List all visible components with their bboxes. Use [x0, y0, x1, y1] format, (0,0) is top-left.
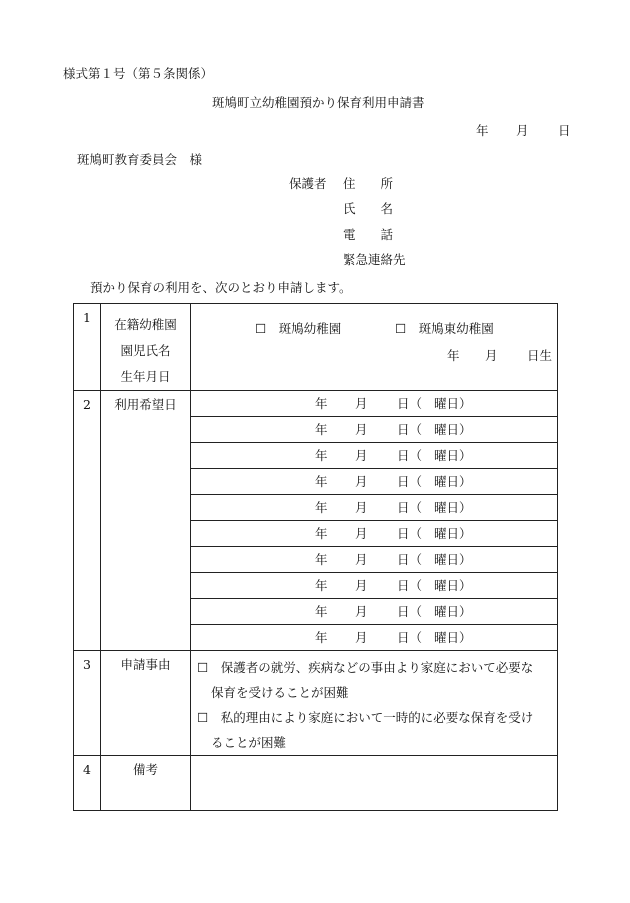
guardian-label: 保護者 [289, 176, 327, 191]
reason-label: 申請事由 [101, 651, 191, 756]
kindergarten-child-label [101, 304, 191, 391]
application-table [73, 303, 558, 811]
date-weekday: 曜日） [434, 526, 472, 541]
row-number: 2 [74, 391, 101, 651]
label-child-name: 園児氏名 [120, 343, 171, 358]
addressee: 斑鳩町教育委員会 様 [77, 152, 203, 167]
date-day: 日（ [397, 630, 423, 645]
date-month: 月 [355, 396, 368, 411]
date-month: 月 [355, 604, 368, 619]
row-number: 3 [74, 651, 101, 756]
reason-options [191, 651, 558, 756]
date-month: 月 [355, 552, 368, 567]
date-month: 月 [355, 526, 368, 541]
date-day: 日（ [397, 500, 423, 515]
desired-date-field[interactable] [191, 417, 558, 443]
row-number: 1 [74, 304, 101, 391]
date-month: 月 [355, 422, 368, 437]
desired-date-label: 利用希望日 [101, 391, 191, 651]
reason-work-illness-checkbox[interactable] [197, 655, 557, 705]
date-year: 年 [315, 578, 328, 593]
kindergarten-field[interactable] [191, 304, 558, 391]
birth-year-label: 年 [447, 348, 460, 363]
form-number: 様式第１号（第５条関係） [63, 66, 214, 81]
date-weekday: 曜日） [434, 422, 472, 437]
date-day: 日（ [397, 474, 423, 489]
date-month: 月 [355, 474, 368, 489]
guardian-address-label: 住 所 [343, 176, 394, 191]
date-month: 月 [355, 578, 368, 593]
date-year: 年 [315, 422, 328, 437]
date-year: 年 [315, 552, 328, 567]
desired-date-field[interactable] [191, 547, 558, 573]
label-birthdate: 生年月日 [120, 369, 171, 384]
date-year: 年 [315, 474, 328, 489]
date-day: 日（ [397, 578, 423, 593]
remarks-field[interactable] [191, 756, 558, 811]
date-month: 月 [355, 630, 368, 645]
date-year: 年 [315, 500, 328, 515]
date-weekday: 曜日） [434, 630, 472, 645]
date-day: 日（ [397, 396, 423, 411]
desired-date-field[interactable] [191, 443, 558, 469]
desired-date-field[interactable] [191, 495, 558, 521]
row-reason [74, 651, 558, 756]
reason-work-line1: ☐ 保護者の就労、疾病などの事由より家庭において必要な [197, 660, 534, 675]
date-year: 年 [315, 604, 328, 619]
date-weekday: 曜日） [434, 474, 472, 489]
date-day: 日（ [397, 448, 423, 463]
date-weekday: 曜日） [434, 604, 472, 619]
date-day: 日（ [397, 526, 423, 541]
birth-day-label: 日生 [527, 348, 553, 363]
date-row [74, 391, 558, 417]
date-weekday: 曜日） [434, 552, 472, 567]
desired-date-field[interactable] [191, 391, 558, 417]
desired-date-field[interactable] [191, 469, 558, 495]
page-title: 斑鳩町立幼稚園預かり保育利用申請書 [212, 95, 425, 110]
birth-month-label: 月 [485, 348, 498, 363]
date-day-label: 日 [558, 123, 571, 138]
date-year: 年 [315, 396, 328, 411]
date-weekday: 曜日） [434, 500, 472, 515]
date-month: 月 [355, 500, 368, 515]
guardian-phone-label: 電 話 [343, 227, 394, 242]
date-year: 年 [315, 448, 328, 463]
date-day: 日（ [397, 604, 423, 619]
guardian-emergency-label: 緊急連絡先 [343, 252, 406, 267]
date-month-label: 月 [516, 123, 529, 138]
date-weekday: 曜日） [434, 448, 472, 463]
reason-private-checkbox[interactable] [197, 705, 557, 755]
option-ikaruga-higashi-checkbox[interactable]: ☐ 斑鳩東幼稚園 [395, 321, 494, 336]
guardian-name-label: 氏 名 [343, 201, 394, 216]
reason-private-line2: ることが困難 [211, 735, 287, 750]
remarks-label: 備考 [101, 756, 191, 811]
desired-date-field[interactable] [191, 521, 558, 547]
desired-date-field[interactable] [191, 625, 558, 651]
date-year: 年 [315, 526, 328, 541]
reason-work-line2: 保育を受けることが困難 [211, 685, 349, 700]
date-month: 月 [355, 448, 368, 463]
date-weekday: 曜日） [434, 396, 472, 411]
date-day: 日（ [397, 422, 423, 437]
row-number: 4 [74, 756, 101, 811]
date-year: 年 [315, 630, 328, 645]
desired-date-field[interactable] [191, 599, 558, 625]
label-kindergarten: 在籍幼稚園 [114, 317, 177, 332]
desired-date-field[interactable] [191, 573, 558, 599]
date-day: 日（ [397, 552, 423, 567]
option-ikaruga-checkbox[interactable]: ☐ 斑鳩幼稚園 [255, 321, 342, 336]
row-remarks [74, 756, 558, 811]
date-year-label: 年 [476, 123, 489, 138]
row-kindergarten [74, 304, 558, 391]
reason-private-line1: ☐ 私的理由により家庭において一時的に必要な保育を受け [197, 710, 534, 725]
intro-text: 預かり保育の利用を、次のとおり申請します。 [90, 280, 352, 295]
date-weekday: 曜日） [434, 578, 472, 593]
